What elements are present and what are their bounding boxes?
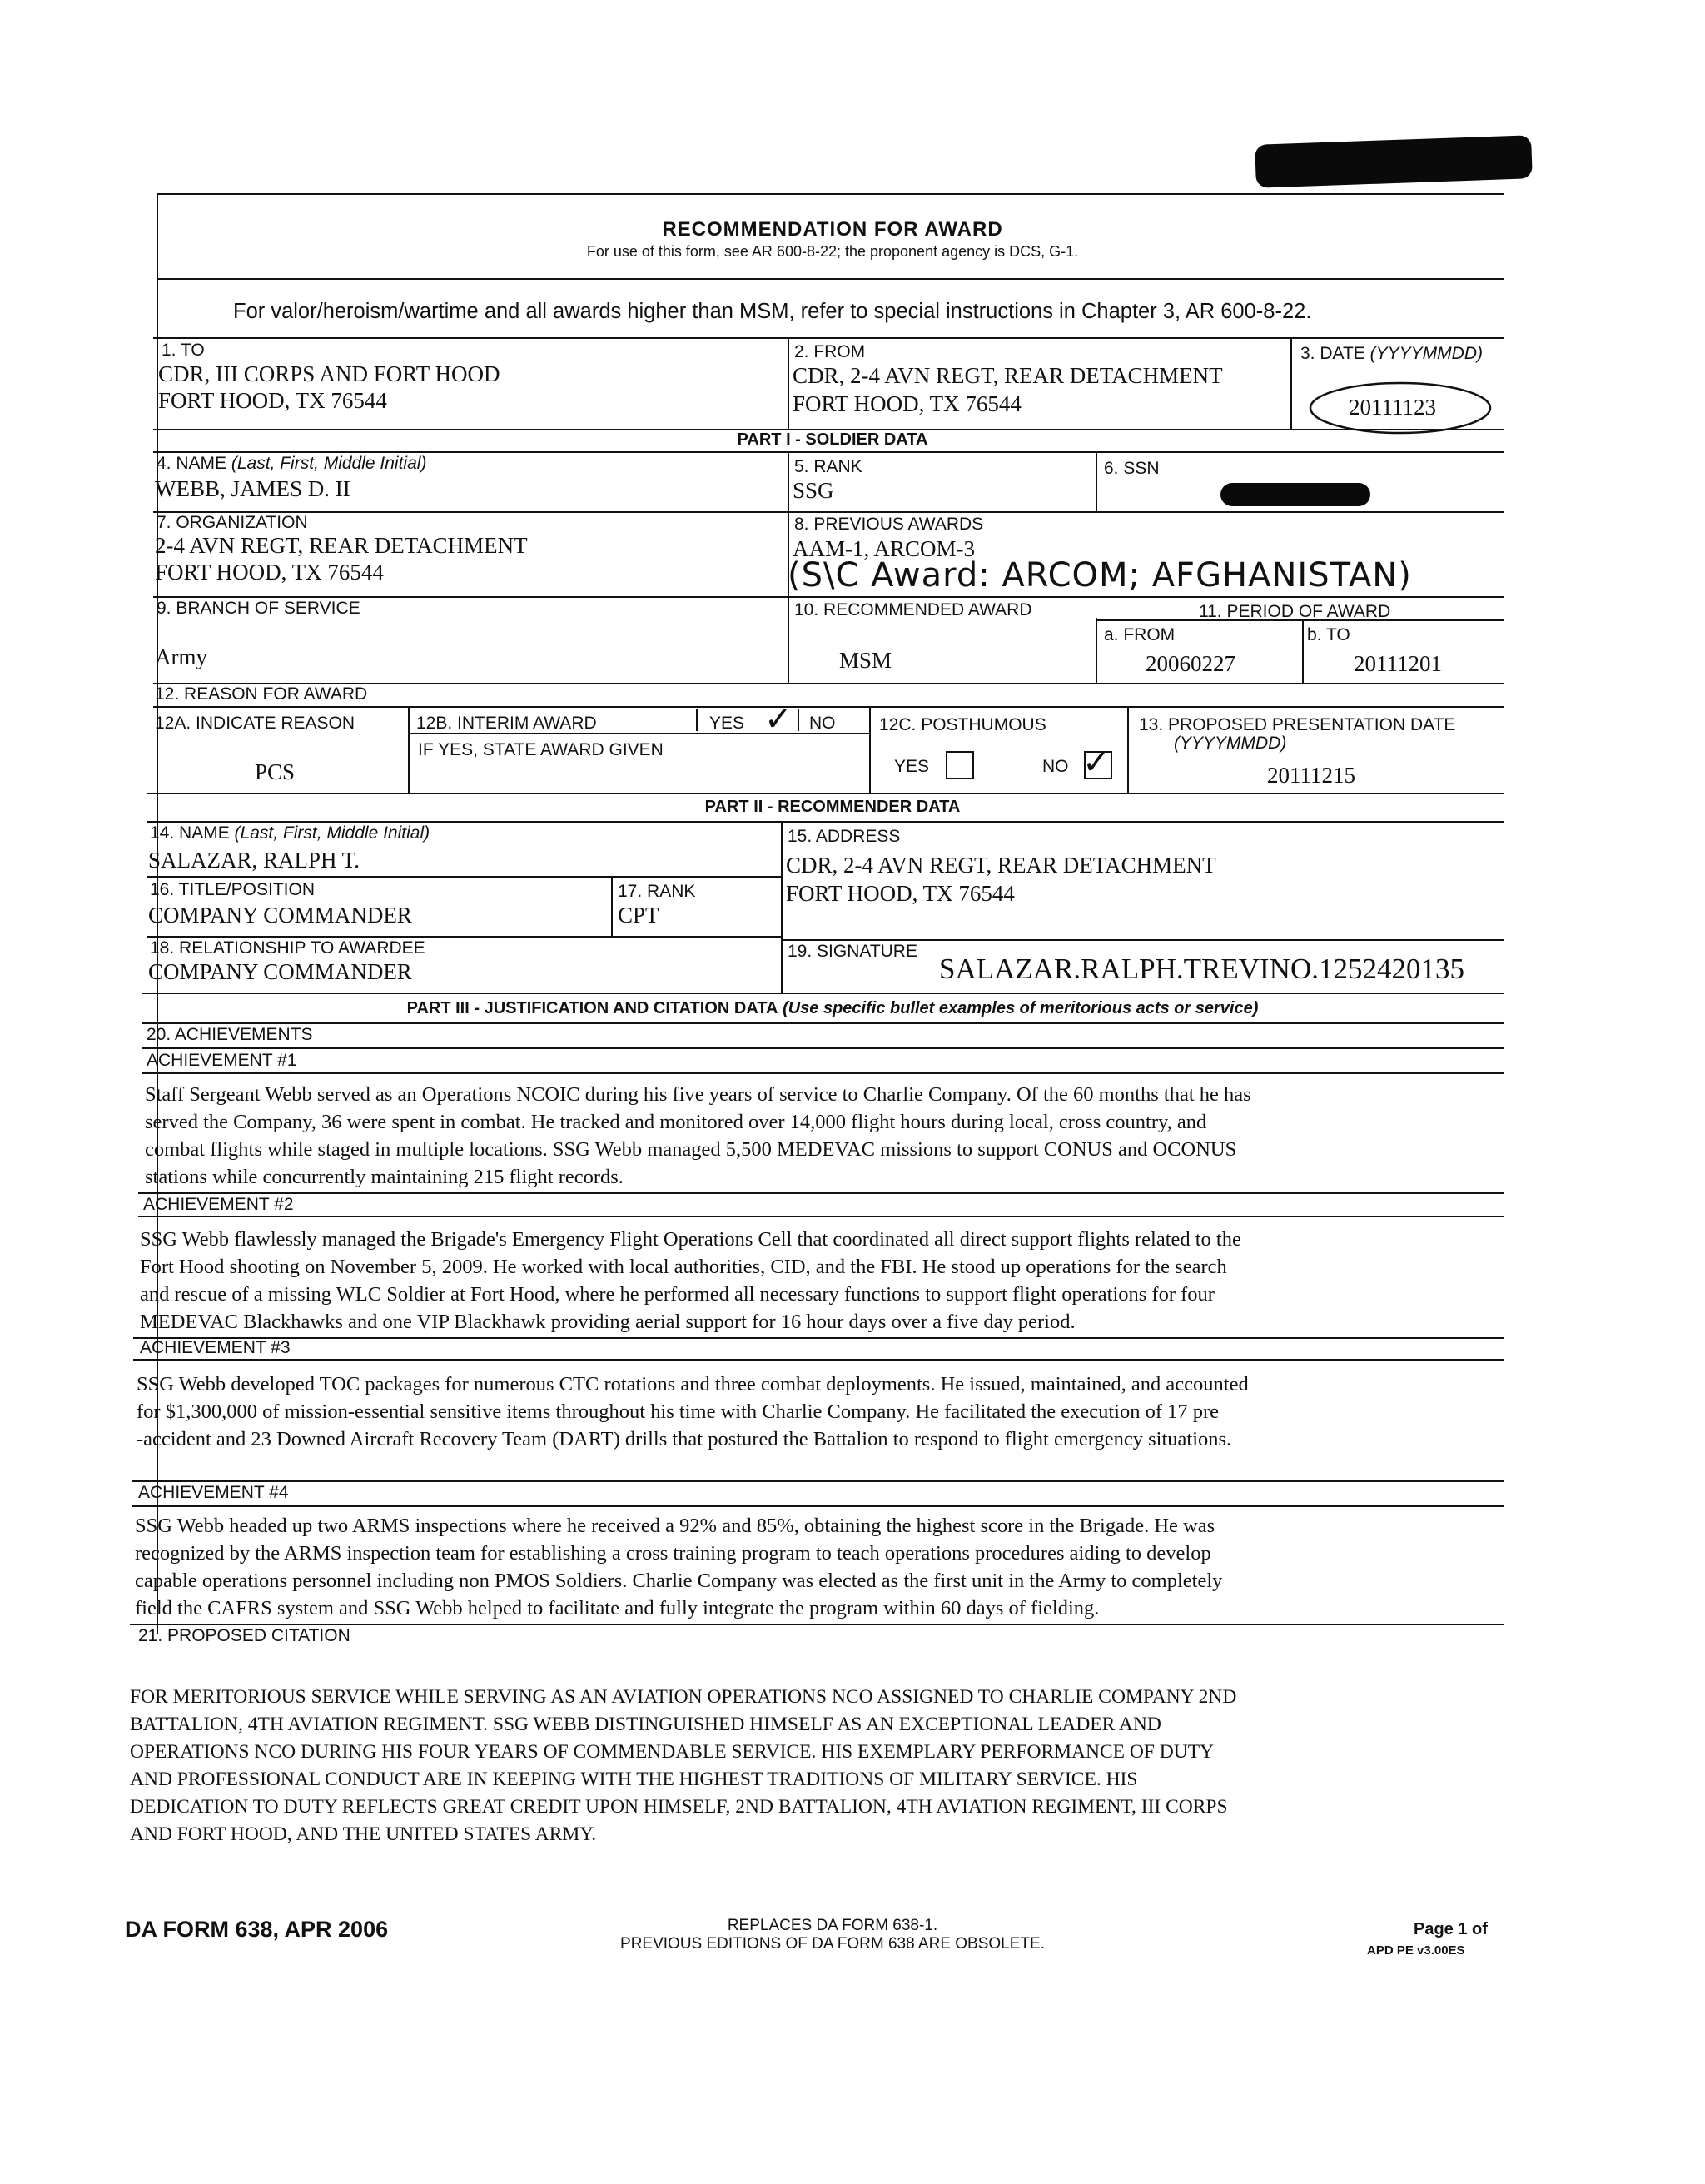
interim-yes: YES <box>709 714 745 733</box>
recommender-name-label <box>150 824 430 842</box>
title-position-label: 16. TITLE/POSITION <box>150 880 316 899</box>
text-line: MEDEVAC Blackhawks and one VIP Blackhawk providing aerial support for 16 hour days over a five day period. <box>140 1311 1076 1333</box>
to-line-2: FORT HOOD, TX 76544 <box>158 388 387 413</box>
divider <box>1096 619 1504 621</box>
period-to-value: 20111201 <box>1354 651 1442 676</box>
achievement-1-label: ACHIEVEMENT #1 <box>147 1051 297 1070</box>
form-subtitle: For use of this form, see AR 600-8-22; the proponent agency is DCS, G-1. <box>586 243 1079 260</box>
divider <box>611 876 613 936</box>
proposed-citation-label: 21. PROPOSED CITATION <box>138 1626 350 1645</box>
divider <box>696 709 698 731</box>
part3-heading <box>0 999 1665 1018</box>
achievement-2-label: ACHIEVEMENT #2 <box>143 1195 294 1214</box>
divider <box>153 511 1504 513</box>
divider <box>788 337 789 429</box>
branch-label: 9. BRANCH OF SERVICE <box>157 599 360 618</box>
divider <box>788 451 789 511</box>
part3-heading-hint: (Use specific bullet examples of meritorious acts or service) <box>783 999 1259 1017</box>
interim-check-mark: ✓ <box>764 700 793 739</box>
divider <box>1127 706 1129 793</box>
posthumous-yes: YES <box>894 757 930 776</box>
name-value: WEBB, JAMES D. II <box>155 476 350 501</box>
divider <box>142 1072 1504 1074</box>
interim-if-yes-label: IF YES, STATE AWARD GIVEN <box>418 740 664 759</box>
divider <box>147 876 781 878</box>
divider <box>138 1216 1504 1217</box>
footer-obsolete: PREVIOUS EDITIONS OF DA FORM 638 ARE OBSOLETE. <box>620 1935 1045 1953</box>
text-line: FOR MERITORIOUS SERVICE WHILE SERVING AS AN AVIATION OPERATIONS NCO ASSIGNED TO CHARLIE COMPANY 2ND <box>130 1686 1237 1708</box>
text-line: OPERATIONS NCO DURING HIS FOUR YEARS OF COMMENDABLE SERVICE. HIS EXEMPLARY PERFORMANCE OF DUTY <box>130 1741 1215 1763</box>
divider <box>133 1359 1504 1361</box>
divider <box>142 1047 1504 1049</box>
recommender-name-label-text: 14. NAME <box>150 823 230 843</box>
divider <box>869 706 871 793</box>
indicate-reason-label: 12A. INDICATE REASON <box>155 714 355 733</box>
ssn-label: 6. SSN <box>1104 459 1160 478</box>
divider <box>130 1624 1504 1625</box>
form-version: APD PE v3.00ES <box>1367 1943 1465 1958</box>
text-line: SSG Webb developed TOC packages for numerous CTC rotations and three combat deployments. He issued, maintained, and accounted <box>137 1373 1249 1395</box>
reason-label: 12. REASON FOR AWARD <box>155 684 368 704</box>
address-line-1: CDR, 2-4 AVN REGT, REAR DETACHMENT <box>786 853 1216 878</box>
previous-awards-label: 8. PREVIOUS AWARDS <box>794 515 984 534</box>
divider <box>147 821 1504 823</box>
divider <box>147 936 781 938</box>
proposed-citation-text <box>130 1684 1504 1848</box>
recommended-award-label: 10. RECOMMENDED AWARD <box>794 600 1032 619</box>
rank-label: 5. RANK <box>794 457 862 476</box>
from-label: 2. FROM <box>794 342 866 361</box>
presentation-date-hint <box>1174 734 1286 752</box>
interim-no: NO <box>809 714 836 733</box>
divider <box>408 733 871 734</box>
achievement-3-label: ACHIEVEMENT #3 <box>140 1338 291 1357</box>
to-line-1: CDR, III CORPS AND FORT HOOD <box>158 361 500 386</box>
text-line: -accident and 23 Downed Aircraft Recovery Team (DART) drills that postured the Battalion to respond to flight emergency situations. <box>137 1428 1232 1450</box>
achievement-2-text <box>140 1226 1502 1336</box>
divider <box>153 706 1504 708</box>
date-value: 20111123 <box>1349 395 1436 420</box>
text-line: AND PROFESSIONAL CONDUCT ARE IN KEEPING WITH THE HIGHEST TRADITIONS OF MILITARY SERVICE. HIS <box>130 1769 1138 1790</box>
recommender-rank-value: CPT <box>618 903 659 928</box>
previous-awards-handwritten: (S\C Award: ARCOM; AFGHANISTAN) <box>788 556 1412 595</box>
divider <box>1096 451 1097 511</box>
period-from-label: a. FROM <box>1104 625 1176 644</box>
divider <box>153 596 1504 598</box>
divider <box>157 278 1504 280</box>
signature-label: 19. SIGNATURE <box>788 942 917 961</box>
interim-award-label: 12B. INTERIM AWARD <box>416 714 597 733</box>
footer-replaces: REPLACES DA FORM 638-1. <box>727 1917 938 1934</box>
form-title: RECOMMENDATION FOR AWARD <box>662 218 1003 241</box>
achievement-4-label: ACHIEVEMENT #4 <box>138 1483 289 1502</box>
date-hint: (YYYYMMDD) <box>1369 344 1483 363</box>
text-line: capable operations personnel including non PMOS Soldiers. Charlie Company was elected as the first unit in the Army to completely <box>135 1570 1223 1592</box>
previous-awards-value: AAM-1, ARCOM-3 <box>793 536 976 561</box>
text-line: DEDICATION TO DUTY REFLECTS GREAT CREDIT UPON HIMSELF, 2ND BATTALION, 4TH AVIATION REGIMENT, III CORPS <box>130 1796 1228 1818</box>
text-line: AND FORT HOOD, AND THE UNITED STATES ARMY. <box>130 1823 597 1845</box>
form-top-border <box>157 193 1504 195</box>
period-from-value: 20060227 <box>1146 651 1235 676</box>
divider <box>147 793 1504 794</box>
text-line: Staff Sergeant Webb served as an Operations NCOIC during his five years of service to Charlie Company. Of the 60 months that he has <box>145 1083 1251 1106</box>
posthumous-yes-checkbox[interactable] <box>946 751 974 779</box>
text-line: field the CAFRS system and SSG Webb helped to facilitate and fully integrate the program within 60 days of fielding. <box>135 1597 1100 1619</box>
divider <box>781 939 1504 941</box>
divider <box>132 1505 1504 1507</box>
divider <box>142 1022 1504 1024</box>
recommended-award-value: MSM <box>839 648 892 673</box>
form-id: DA FORM 638, APR 2006 <box>125 1917 389 1942</box>
text-line: recognized by the ARMS inspection team for establishing a cross training program to teach operations procedures aiding to develop <box>135 1542 1211 1565</box>
title-position-value: COMPANY COMMANDER <box>148 903 412 928</box>
part2-heading: PART II - RECOMMENDER DATA <box>704 798 961 816</box>
divider <box>132 1480 1504 1482</box>
divider <box>1302 619 1304 683</box>
organization-label: 7. ORGANIZATION <box>157 513 308 532</box>
branch-value: Army <box>155 644 207 669</box>
form-instruction: For valor/heroism/wartime and all awards higher than MSM, refer to special instructions in Chapter 3, AR 600-8-22. <box>233 300 1312 323</box>
divider <box>781 821 783 993</box>
achievements-label: 20. ACHIEVEMENTS <box>147 1025 313 1044</box>
divider <box>153 451 1504 453</box>
signature-value: SALAZAR.RALPH.TREVINO.1252420135 <box>939 953 1464 985</box>
text-line: BATTALION, 4TH AVIATION REGIMENT. SSG WEBB DISTINGUISHED HIMSELF AS AN EXCEPTIONAL LEADER AND <box>130 1714 1161 1735</box>
text-line: SSG Webb headed up two ARMS inspections where he received a 92% and 85%, obtaining the highest score in the Brigade. He was <box>135 1515 1215 1537</box>
name-label-text: 4. NAME <box>157 454 227 473</box>
posthumous-no: NO <box>1042 757 1069 776</box>
presentation-date-value: 20111215 <box>1267 763 1355 788</box>
divider <box>138 1192 1504 1194</box>
posthumous-check-mark: ✓ <box>1082 744 1111 782</box>
divider <box>408 706 410 793</box>
achievement-4-text <box>135 1512 1504 1622</box>
divider <box>798 709 799 731</box>
text-line: for $1,300,000 of mission-essential sensitive items throughout his time with Charlie Company. He facilitated the execution of 17 pre <box>137 1400 1220 1423</box>
presentation-date-label: 13. PROPOSED PRESENTATION DATE <box>1139 715 1456 734</box>
name-hint: (Last, First, Middle Initial) <box>231 454 427 473</box>
divider <box>1290 337 1292 429</box>
divider <box>142 993 1504 994</box>
from-line-2: FORT HOOD, TX 76544 <box>793 391 1022 416</box>
redaction-mark-top <box>1255 135 1533 188</box>
text-line: stations while concurrently maintaining 215 flight records. <box>145 1166 624 1188</box>
divider <box>1096 618 1097 683</box>
period-label: 11. PERIOD OF AWARD <box>1199 602 1391 621</box>
recommender-rank-label: 17. RANK <box>618 882 696 901</box>
redaction-mark-ssn <box>1220 483 1370 506</box>
part1-heading: PART I - SOLDIER DATA <box>737 430 928 449</box>
relationship-value: COMPANY COMMANDER <box>148 959 412 984</box>
text-line: served the Company, 36 were spent in combat. He tracked and monitored over 14,000 flight hours during local, cross country, and <box>145 1111 1207 1133</box>
achievement-1-text <box>145 1081 1502 1191</box>
name-label <box>157 455 426 472</box>
relationship-label: 18. RELATIONSHIP TO AWARDEE <box>150 938 425 958</box>
presentation-date-hint-text: (YYYYMMDD) <box>1174 734 1287 753</box>
posthumous-label: 12C. POSTHUMOUS <box>879 715 1046 734</box>
organization-line-1: 2-4 AVN REGT, REAR DETACHMENT <box>155 533 528 558</box>
from-line-1: CDR, 2-4 AVN REGT, REAR DETACHMENT <box>793 363 1223 388</box>
period-to-label: b. TO <box>1307 625 1350 644</box>
address-label: 15. ADDRESS <box>788 827 901 846</box>
rank-value: SSG <box>793 478 834 503</box>
indicate-reason-value: PCS <box>255 759 296 784</box>
achievement-3-text <box>137 1371 1502 1453</box>
text-line: Fort Hood shooting on November 5, 2009. He worked with local authorities, CID, and the FBI. He stood up operations for the search <box>140 1256 1227 1278</box>
date-label-text: 3. DATE <box>1300 344 1365 363</box>
to-label: 1. TO <box>162 341 205 360</box>
divider <box>133 1337 1504 1339</box>
address-line-2: FORT HOOD, TX 76544 <box>786 881 1015 906</box>
recommender-name-hint: (Last, First, Middle Initial) <box>234 823 430 843</box>
text-line: and rescue of a missing WLC Soldier at Fort Hood, where he performed all necessary functions to support flight operations for four <box>140 1283 1215 1306</box>
page-number: Page 1 of <box>1414 1920 1488 1938</box>
text-line: combat flights while staged in multiple locations. SSG Webb managed 5,500 MEDEVAC missions to support CONUS and OCONUS <box>145 1138 1237 1161</box>
date-label <box>1300 345 1483 362</box>
divider <box>153 337 1504 339</box>
text-line: SSG Webb flawlessly managed the Brigade's Emergency Flight Operations Cell that coordinated all direct support flights related to the <box>140 1228 1241 1251</box>
recommender-name-value: SALAZAR, RALPH T. <box>148 848 360 873</box>
organization-line-2: FORT HOOD, TX 76544 <box>155 560 384 585</box>
part3-heading-text: PART III - JUSTIFICATION AND CITATION DATA <box>406 999 778 1017</box>
